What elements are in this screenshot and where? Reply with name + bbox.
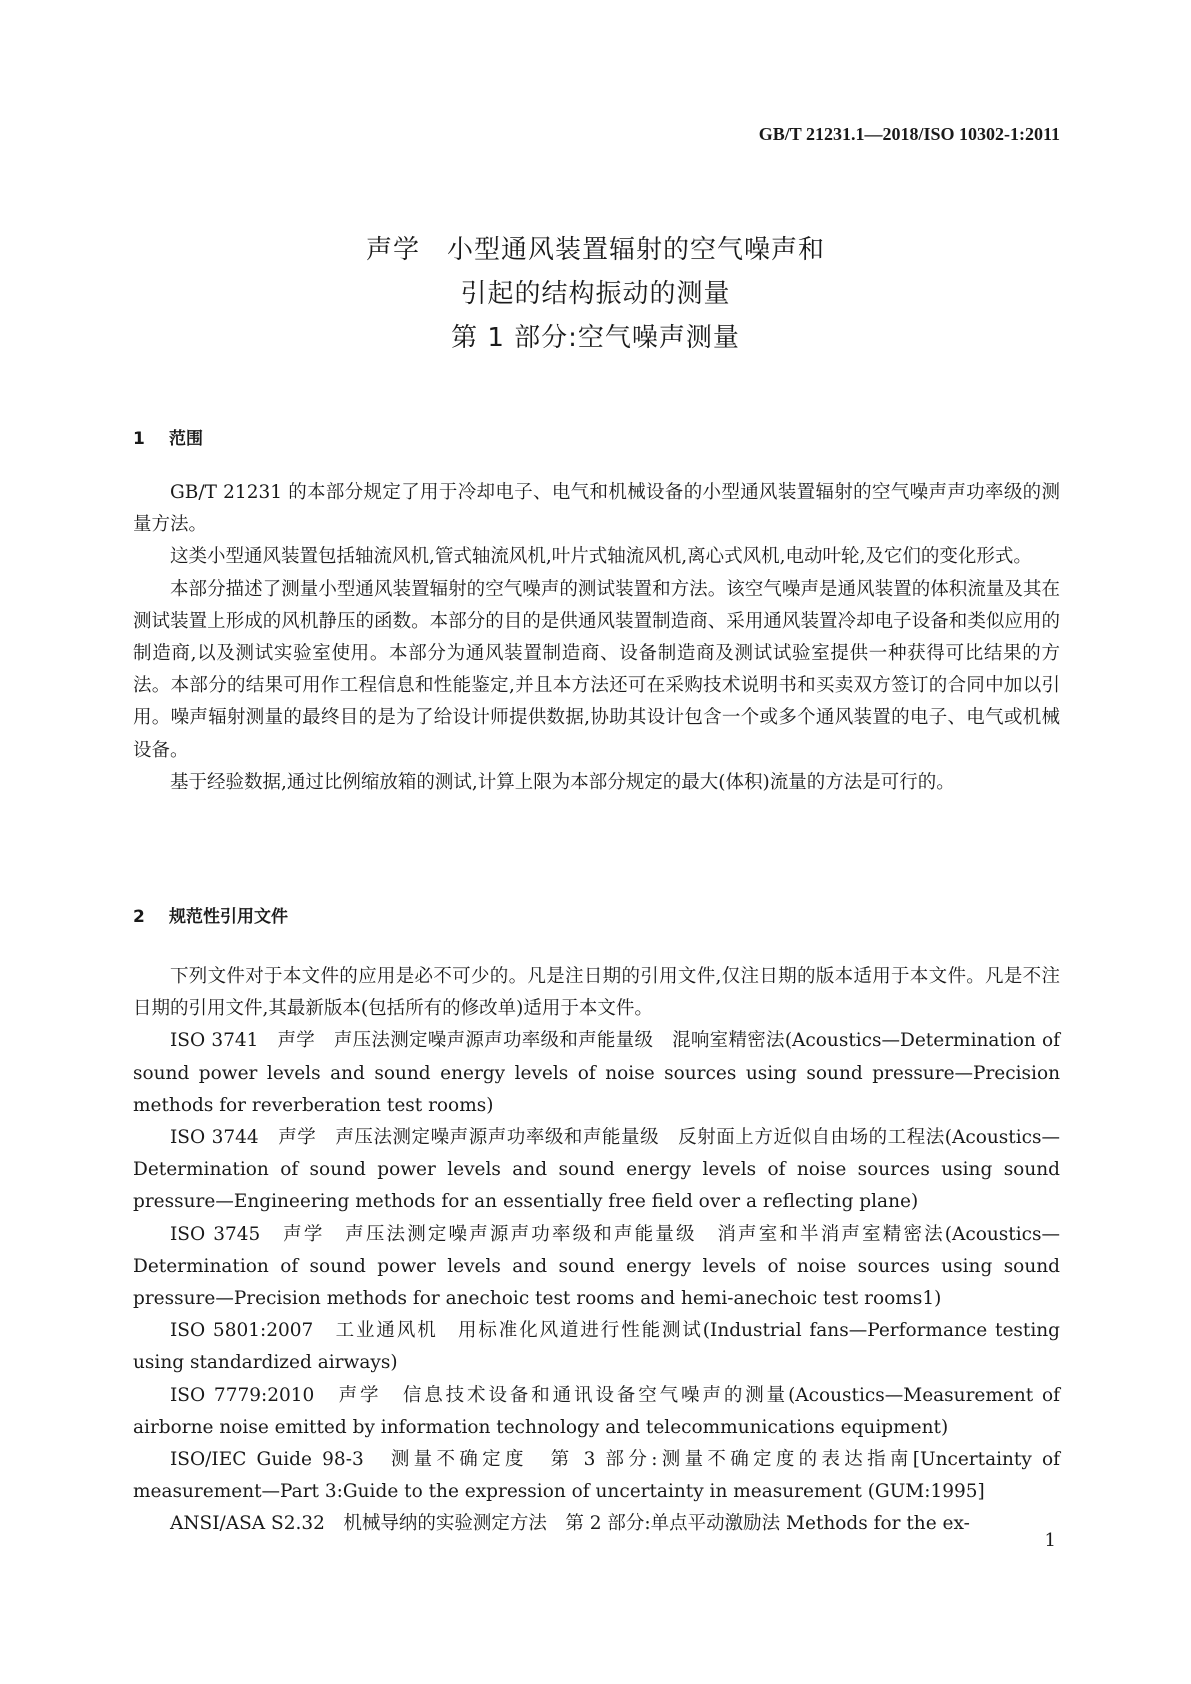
paragraph: 本部分描述了测量小型通风装置辐射的空气噪声的测试装置和方法。该空气噪声是通风装置的体积流量及其在测试装置上形成的风机静压的函数。本部分的目的是供通风装置制造商、采用通风装置冷却电子设备和类似应用的制造商,以及测试实验室使用。本部分为通风装置制造商、设备制造商及测试试验室提供一种获得可比结果的方法。本部分的结果可用作工程信息和性能鉴定,并且本方法还可在采购技术说明书和买卖双方签订的合同中加以引用。噪声辐射测量的最终目的是为了给设计师提供数据,协助其设计包含一个或多个通风装置的电子、电气或机械设备。 xyxy=(133,578,1060,761)
reference-item: ISO 3741 声学 声压法测定噪声源声功率级和声能量级 混响室精密法(Acoustics—Determination of sound power levels and sound energy levels of noise sources using sound pressure—Precision methods for reverberation test rooms) xyxy=(133,1030,1060,1116)
document-title xyxy=(0,228,1191,360)
reference-item: ANSI/ASA S2.32 机械导纳的实验测定方法 第 2 部分:单点平动激励法 Methods for the ex- xyxy=(170,1513,970,1535)
section-2-body xyxy=(133,961,1060,1541)
title-line: 声学 小型通风装置辐射的空气噪声和 xyxy=(365,235,825,265)
reference-item: ISO/IEC Guide 98-3 测量不确定度 第 3 部分:测量不确定度的表达指南[Uncertainty of measurement—Part 3:Guide to the expression of uncertainty in measurement (GUM:1995] xyxy=(133,1449,1060,1503)
reference-item: ISO 3744 声学 声压法测定噪声源声功率级和声能量级 反射面上方近似自由场的工程法(Acoustics—Determination of sound power levels and sound energy levels of noise sources using sound pressure—Engineering methods for an essentially free field over a reflecting plane) xyxy=(133,1127,1060,1213)
section-title: 规范性引用文件 xyxy=(169,907,288,927)
section-2-heading xyxy=(133,902,288,927)
document-header: GB/T 21231.1—2018/ISO 10302-1:2011 xyxy=(758,124,1060,144)
paragraph: GB/T 21231 的本部分规定了用于冷却电子、电气和机械设备的小型通风装置辐射的空气噪声声功率级的测量方法。 xyxy=(133,482,1060,536)
reference-item: ISO 7779:2010 声学 信息技术设备和通讯设备空气噪声的测量(Acoustics—Measurement of airborne noise emitted by information technology and telecommunications equipment) xyxy=(133,1384,1060,1438)
section-number: 2 xyxy=(133,907,145,927)
paragraph: 基于经验数据,通过比例缩放箱的测试,计算上限为本部分规定的最大(体积)流量的方法是可行的。 xyxy=(170,771,955,793)
section-number: 1 xyxy=(133,429,145,449)
title-line: 引起的结构振动的测量 xyxy=(460,279,731,309)
reference-item: ISO 3745 声学 声压法测定噪声源声功率级和声能量级 消声室和半消声室精密法(Acoustics—Determination of sound power levels and sound energy levels of noise sources using sound pressure—Precision methods for anechoic test rooms and hemi-anechoic test rooms1) xyxy=(133,1223,1060,1310)
section-title: 范围 xyxy=(169,429,203,449)
page-number: 1 xyxy=(1044,1530,1056,1551)
title-line: 第 1 部分:空气噪声测量 xyxy=(451,323,740,353)
reference-item: ISO 5801:2007 工业通风机 用标准化风道进行性能测试(Industrial fans—Performance testing using standardized airways) xyxy=(133,1320,1060,1374)
section-1-body xyxy=(133,477,1060,799)
paragraph: 这类小型通风装置包括轴流风机,管式轴流风机,叶片式轴流风机,离心式风机,电动叶轮,及它们的变化形式。 xyxy=(170,546,1032,568)
paragraph: 下列文件对于本文件的应用是必不可少的。凡是注日期的引用文件,仅注日期的版本适用于本文件。凡是不注日期的引用文件,其最新版本(包括所有的修改单)适用于本文件。 xyxy=(133,966,1060,1020)
section-1-heading xyxy=(133,424,203,449)
